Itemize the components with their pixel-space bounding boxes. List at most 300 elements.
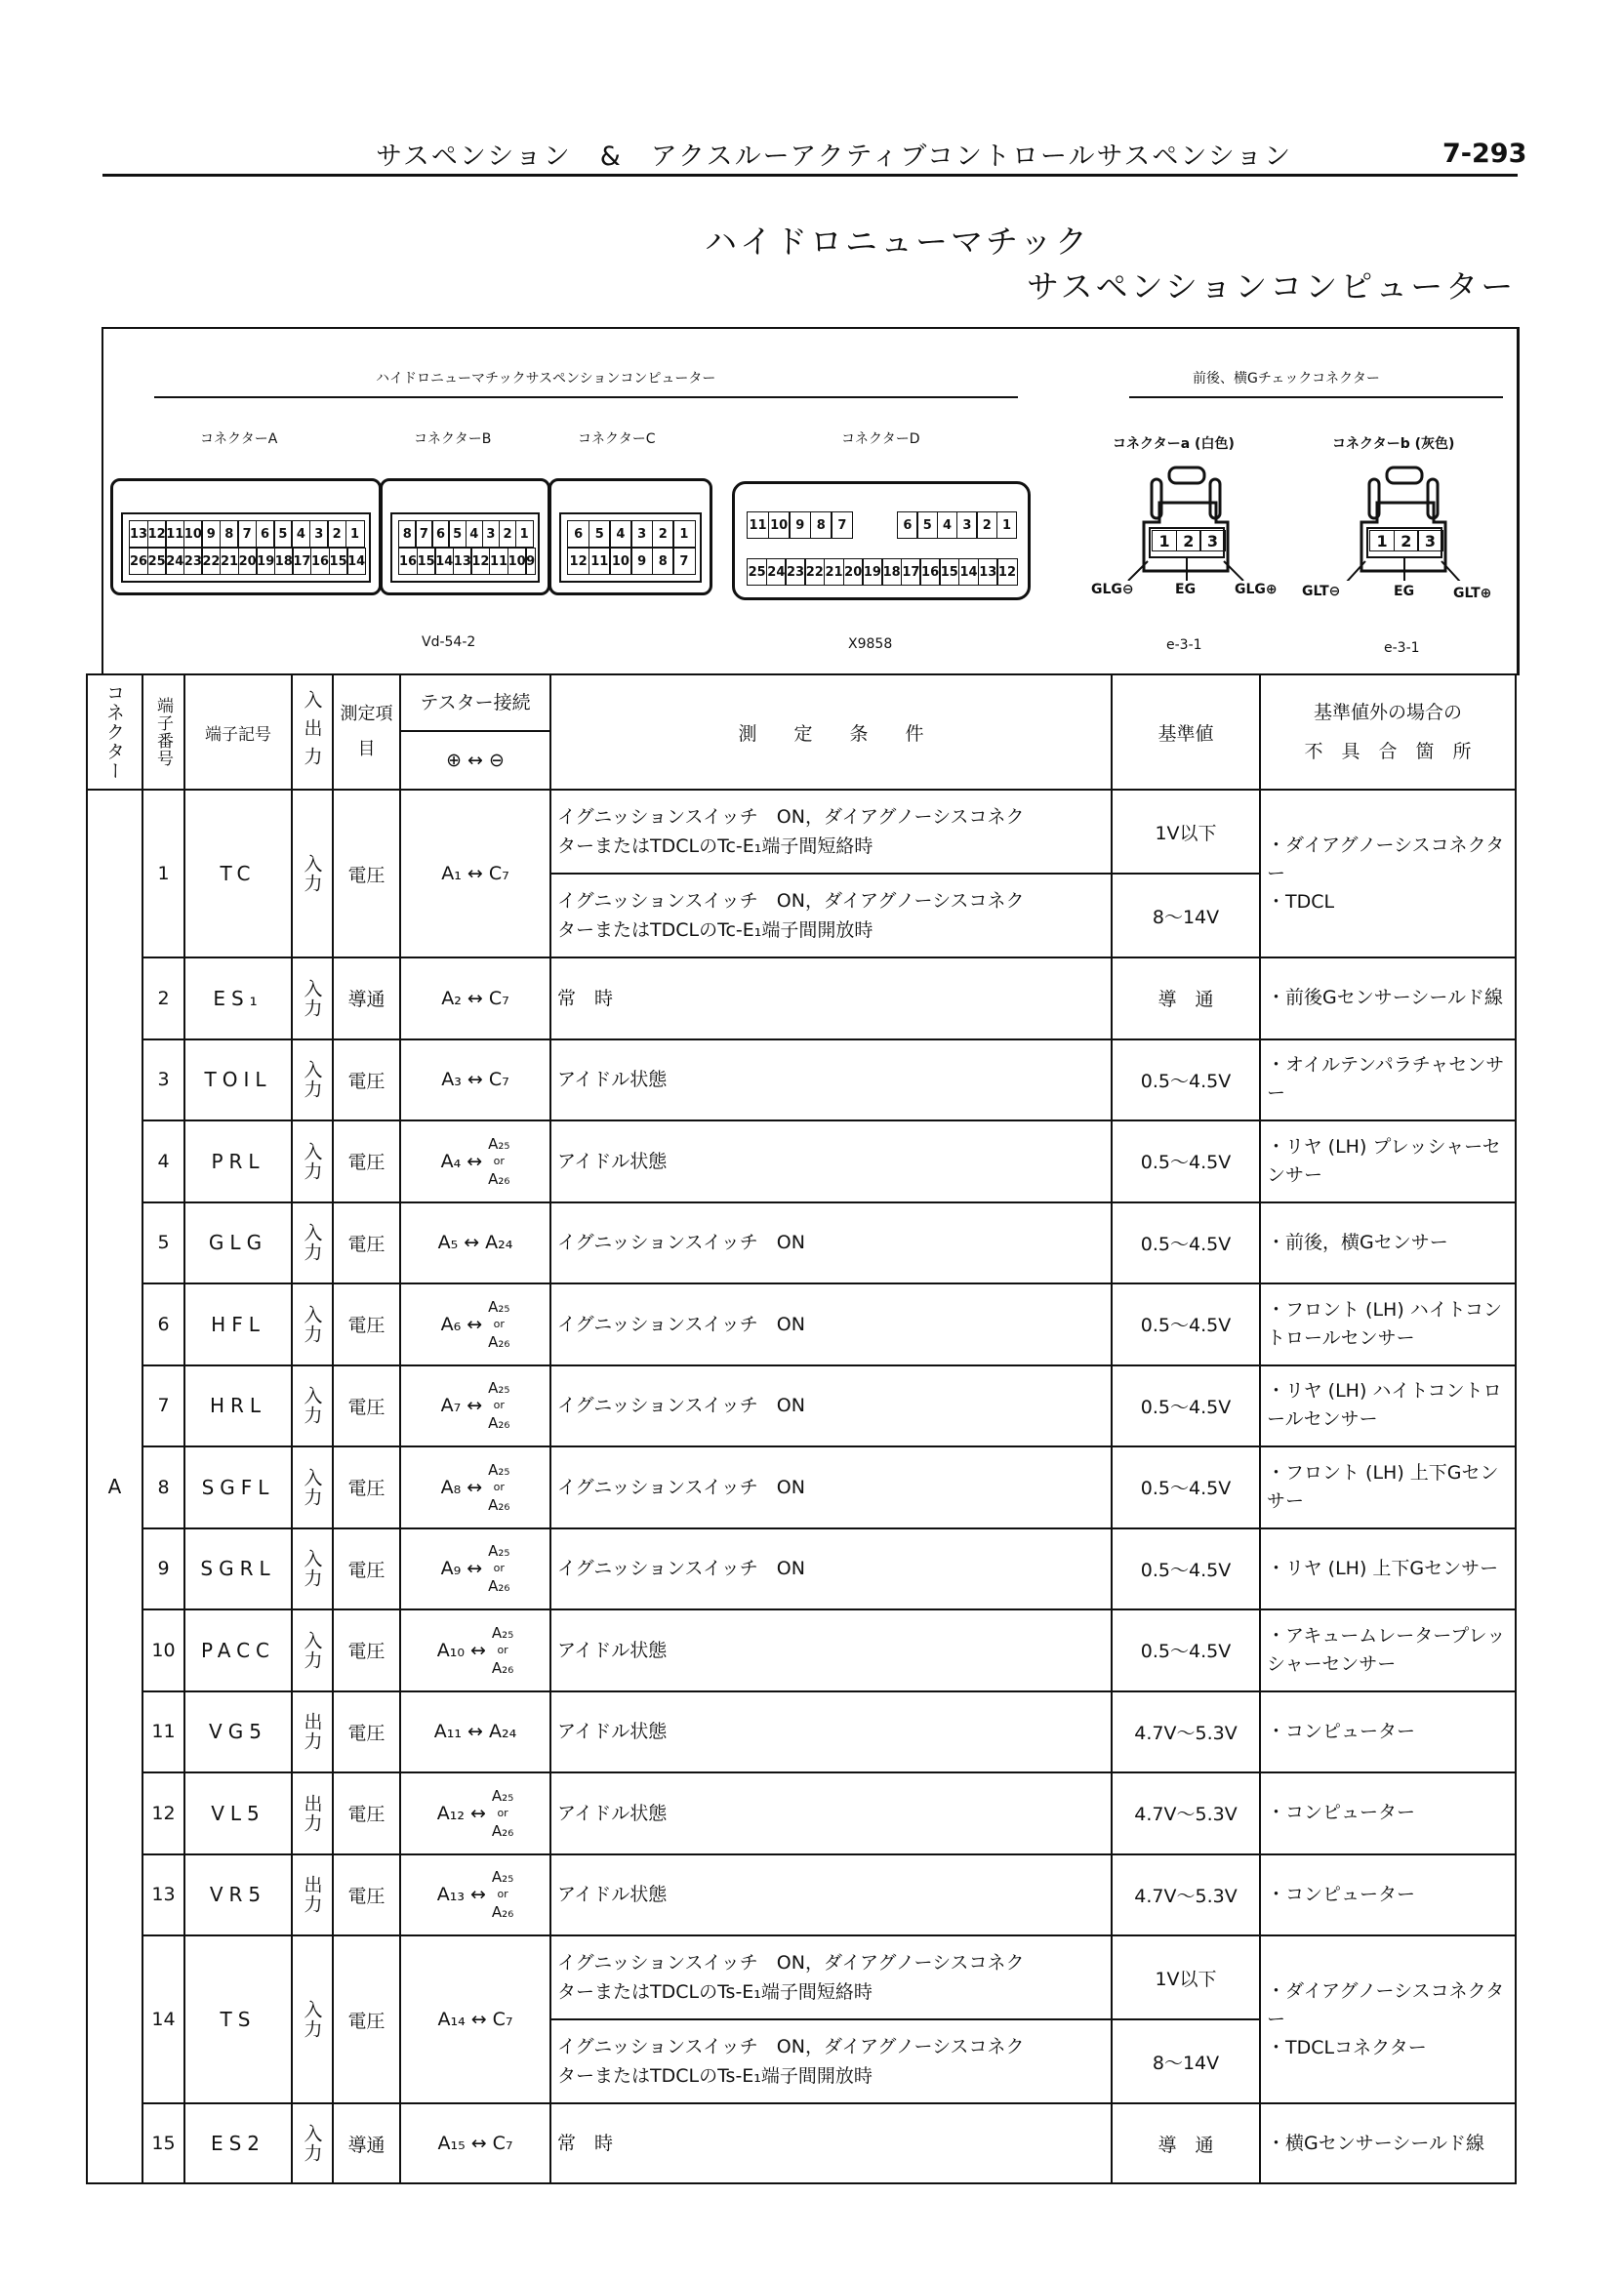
check-connector-a-label: コネクターa (白色) — [1113, 436, 1235, 452]
check-b-right-label: GLT⊕ — [1453, 586, 1492, 601]
page-title-line2: サスペンションコンピューター — [1027, 267, 1517, 305]
terminal-no: 12 — [142, 1772, 184, 1854]
measure-condition: イグニッションスイッチ ON，ダイアグノーシスコネク ターまたはTDCLのTc-E₁端子間開放時 — [550, 874, 1112, 957]
tester-to-option: or — [497, 1643, 508, 1656]
measure-condition: イグニッションスイッチ ON，ダイアグノーシスコネク ターまたはTDCLのTs-E₁端子間開放時 — [550, 2019, 1112, 2103]
table-row — [87, 1854, 1516, 1936]
measure-condition: アイドル状態 — [550, 1120, 1112, 1202]
tester-to-option: A₂₅ — [488, 1297, 510, 1316]
tester-from: A₃ — [441, 1069, 462, 1091]
measure-item: 電圧 — [333, 1854, 400, 1936]
io-type-label: 入力 — [301, 2124, 323, 2163]
table-row — [87, 2103, 1516, 2183]
pin-number: 1 — [1369, 530, 1395, 551]
trouble-item: ・リヤ (LH) 上下Gセンサー — [1267, 1557, 1499, 1579]
standard-value: 0.5～4.5V — [1112, 1120, 1260, 1202]
table-row — [87, 1691, 1516, 1773]
arrow-both-icon: ↔ — [467, 863, 483, 884]
io-type-label: 入力 — [301, 1304, 323, 1344]
connector-a-label: コネクターA — [200, 431, 278, 447]
measure-item: 電圧 — [333, 1935, 400, 2103]
trouble-item: ・アキュームレータープレッシャーセンサー — [1267, 1624, 1506, 1675]
measure-condition: アイドル状態 — [550, 1039, 1112, 1121]
check-a-right-label: GLG⊕ — [1235, 582, 1278, 597]
header-standard: 基準値 — [1112, 674, 1260, 790]
tester-to-option: A₂₅ — [488, 1542, 510, 1561]
pin-number: 16 — [398, 548, 418, 575]
io-type — [292, 1120, 333, 1202]
trouble-item: ・前後Gセンサーシールド線 — [1267, 987, 1503, 1009]
table-row — [87, 790, 1516, 874]
measure-condition: 常 時 — [550, 2103, 1112, 2183]
tester-from: A₅ — [437, 1232, 459, 1254]
tester-to-option: A₂₆ — [488, 1414, 510, 1433]
pin-number: 15 — [329, 548, 348, 575]
tester-to-options — [492, 1624, 513, 1677]
io-type — [292, 1609, 333, 1691]
arrow-both-icon: ↔ — [467, 987, 483, 1009]
standard-value: 8～14V — [1112, 2019, 1260, 2103]
measure-condition: イグニッションスイッチ ON — [550, 1283, 1112, 1365]
pin-number: 22 — [804, 558, 825, 586]
pin-number: 21 — [824, 558, 844, 586]
measure-condition: イグニッションスイッチ ON — [550, 1446, 1112, 1528]
terminal-symbol: VL5 — [184, 1772, 292, 1854]
standard-value: 0.5～4.5V — [1112, 1365, 1260, 1447]
tester-connection-value — [407, 1721, 544, 1742]
pin-number: 6 — [431, 520, 450, 548]
tester-to-option: A₂₅ — [491, 1868, 514, 1887]
pin-number: 2 — [976, 511, 997, 539]
measure-item: 電圧 — [333, 1528, 400, 1610]
tester-to-option: A₂₅ — [488, 1460, 510, 1479]
standard-value: 0.5～4.5V — [1112, 1446, 1260, 1528]
connector-d-code: X9858 — [848, 636, 893, 652]
trouble-location — [1260, 1772, 1516, 1854]
header-terminal-no: 端子番号 — [153, 697, 173, 767]
pin-number: 12 — [470, 548, 490, 575]
tester-to-options — [488, 1135, 509, 1188]
pin-number: 4 — [937, 511, 958, 539]
terminal-symbol: TC — [184, 790, 292, 957]
tester-to-option: A₂₅ — [491, 1786, 514, 1805]
pin-number: 6 — [567, 520, 589, 548]
terminal-no: 8 — [142, 1446, 184, 1528]
tester-connection — [400, 1202, 550, 1284]
pin-number: 3 — [1417, 530, 1442, 551]
terminal-no: 11 — [142, 1691, 184, 1773]
check-a-mid-label: EG — [1175, 582, 1197, 597]
table-row — [87, 1772, 1516, 1854]
trouble-location — [1260, 1691, 1516, 1773]
tester-to-option: or — [497, 1888, 508, 1901]
measure-condition: イグニッションスイッチ ON — [550, 1365, 1112, 1447]
trouble-location — [1260, 2103, 1516, 2183]
connector-c-diagram — [548, 478, 712, 595]
measure-condition: 常 時 — [550, 957, 1112, 1039]
io-type-label: 出力 — [301, 1793, 323, 1833]
arrow-both-icon: ↔ — [467, 1476, 483, 1498]
standard-value: 0.5～4.5V — [1112, 1283, 1260, 1365]
pin-number: 15 — [939, 558, 959, 586]
terminal-symbol: ES₁ — [184, 957, 292, 1039]
pin-number: 12 — [147, 520, 167, 548]
arrow-both-icon: ↔ — [470, 2133, 487, 2154]
measure-condition: イグニッションスイッチ ON，ダイアグノーシスコネク ターまたはTDCLのTs-E₁端子間短絡時 — [550, 1935, 1112, 2019]
header-condition: 測 定 条 件 — [550, 674, 1112, 790]
measure-condition: アイドル状態 — [550, 1691, 1112, 1773]
tester-connection-value — [407, 1868, 544, 1921]
pin-number: 7 — [237, 520, 257, 548]
check-b-left-label: GLT⊖ — [1302, 584, 1341, 599]
pin-number: 20 — [843, 558, 864, 586]
pin-number: 14 — [434, 548, 454, 575]
io-type — [292, 1283, 333, 1365]
pin-number: 3 — [1199, 530, 1225, 551]
pin-number: 2 — [1176, 530, 1201, 551]
tester-connection-value — [407, 2133, 544, 2154]
pin-number: 12 — [996, 558, 1017, 586]
tester-from: A₂ — [441, 987, 462, 1009]
tester-to-option: or — [497, 1806, 508, 1819]
tester-from: A₈ — [440, 1476, 462, 1498]
measure-item: 電圧 — [333, 1283, 400, 1365]
io-type — [292, 1039, 333, 1121]
connector-b-label: コネクターB — [414, 431, 492, 447]
io-type — [292, 1365, 333, 1447]
measure-condition: イグニッションスイッチ ON — [550, 1528, 1112, 1610]
tester-to-options — [492, 1787, 513, 1840]
terminal-symbol: SGRL — [184, 1528, 292, 1610]
io-type — [292, 1854, 333, 1936]
io-type-label: 入力 — [301, 1060, 323, 1100]
header-tester: テスター接続 — [401, 675, 549, 732]
terminal-symbol: GLG — [184, 1202, 292, 1284]
arrow-both-icon: ↔ — [467, 1313, 483, 1335]
tester-to-option: or — [493, 1480, 505, 1493]
pin-number: 21 — [220, 548, 239, 575]
pin-number: 5 — [448, 520, 467, 548]
terminal-symbol: TOIL — [184, 1039, 292, 1121]
pin-number: 10 — [508, 548, 527, 575]
tester-connection-value — [407, 1624, 544, 1677]
tester-to-options — [488, 1542, 509, 1595]
page-title-line1: ハイドロニューマチック — [705, 223, 1091, 261]
trouble-location — [1260, 1202, 1516, 1284]
tester-connection — [400, 1120, 550, 1202]
io-type-label: 入力 — [301, 2000, 323, 2039]
table-row — [87, 1039, 1516, 1121]
connector-d-diagram — [732, 481, 1031, 600]
measure-item: 電圧 — [333, 790, 400, 957]
pin-number: 25 — [747, 558, 767, 586]
computer-title-rule — [154, 396, 1018, 398]
trouble-item: ・フロント (LH) 上下Gセンサー — [1267, 1461, 1499, 1512]
connector-b-diagram — [380, 478, 550, 595]
terminal-no: 3 — [142, 1039, 184, 1121]
tester-to: C₇ — [492, 2133, 513, 2154]
connector-abc-code: Vd-54-2 — [422, 634, 476, 650]
pin-number: 9 — [789, 511, 811, 539]
io-type — [292, 1935, 333, 2103]
pin-number: 6 — [897, 511, 918, 539]
tester-to-option: A₂₅ — [488, 1379, 510, 1398]
measure-item: 電圧 — [333, 1691, 400, 1773]
pin-number: 7 — [831, 511, 853, 539]
tester-to-options — [492, 1868, 513, 1921]
io-type — [292, 790, 333, 957]
check-connector-b-label: コネクターb (灰色) — [1332, 436, 1455, 452]
check-diagram-title: 前後、横Gチェックコネクター — [1193, 371, 1380, 387]
measure-condition: アイドル状態 — [550, 1854, 1112, 1936]
pin-number: 8 — [810, 511, 832, 539]
tester-from: A₁₅ — [437, 2133, 466, 2154]
pin-number: 18 — [274, 548, 294, 575]
tester-to-option: A₂₆ — [488, 1169, 510, 1188]
io-type — [292, 2103, 333, 2183]
pin-number: 3 — [309, 520, 329, 548]
tester-connection — [400, 1446, 550, 1528]
io-type-label: 出力 — [301, 1712, 323, 1752]
pin-number: 13 — [453, 548, 472, 575]
pin-number: 7 — [415, 520, 433, 548]
io-type — [292, 1202, 333, 1284]
tester-connection — [400, 1609, 550, 1691]
tester-from: A₇ — [440, 1395, 462, 1417]
tester-to-option: A₂₆ — [488, 1332, 510, 1351]
trouble-location — [1260, 1935, 1516, 2103]
pin-number: 12 — [567, 548, 589, 575]
standard-value: 4.7V～5.3V — [1112, 1691, 1260, 1773]
header-item: 測定項目 — [333, 674, 400, 790]
io-type-label: 入力 — [301, 978, 323, 1018]
check-title-rule — [1129, 396, 1503, 398]
header-rule — [102, 174, 1518, 177]
terminal-symbol: VR5 — [184, 1854, 292, 1936]
pin-number: 2 — [499, 520, 517, 548]
measure-condition: アイドル状態 — [550, 1772, 1112, 1854]
pin-number: 23 — [183, 548, 203, 575]
io-type-label: 入力 — [301, 1630, 323, 1670]
pin-number: 14 — [958, 558, 979, 586]
pin-number: 1 — [515, 520, 534, 548]
trouble-item: ・TDCLコネクター — [1267, 2036, 1427, 2058]
tester-from: A₁₃ — [436, 1884, 465, 1906]
terminal-no: 14 — [142, 1935, 184, 2103]
tester-connection-value — [407, 1069, 544, 1090]
standard-value: 0.5～4.5V — [1112, 1202, 1260, 1284]
arrow-both-icon: ↔ — [470, 1884, 486, 1906]
pin-number: 20 — [238, 548, 258, 575]
arrow-both-icon: ↔ — [467, 1721, 483, 1743]
io-type — [292, 1691, 333, 1773]
standard-value: 1V以下 — [1112, 1935, 1260, 2019]
tester-connection — [400, 1935, 550, 2103]
trouble-item: ・横Gセンサーシールド線 — [1267, 2132, 1484, 2154]
trouble-location — [1260, 1283, 1516, 1365]
table-row — [87, 1120, 1516, 1202]
computer-diagram-title: ハイドロニューマチックサスペンションコンピューター — [376, 371, 716, 387]
terminal-symbol: TS — [184, 1935, 292, 2103]
trouble-item: ・リヤ (LH) ハイトコントロールセンサー — [1267, 1380, 1502, 1431]
table-row — [87, 1365, 1516, 1447]
pin-number: 23 — [785, 558, 805, 586]
tester-to-option: A₂₅ — [488, 1134, 510, 1153]
pin-number: 5 — [589, 520, 611, 548]
trouble-item: ・TDCL — [1267, 890, 1335, 913]
pin-number: 10 — [609, 548, 631, 575]
pin-number: 19 — [256, 548, 275, 575]
io-type-label: 入力 — [301, 1467, 323, 1507]
trouble-location — [1260, 1365, 1516, 1447]
trouble-location — [1260, 1528, 1516, 1610]
page-number: 7-293 — [1442, 139, 1527, 169]
standard-value: 導 通 — [1112, 2103, 1260, 2183]
tester-to: C₇ — [488, 987, 509, 1009]
standard-value: 0.5～4.5V — [1112, 1528, 1260, 1610]
tester-connection — [400, 957, 550, 1039]
trouble-item: ・ダイアグノーシスコネクター — [1267, 834, 1505, 884]
pin-number: 4 — [466, 520, 484, 548]
pin-number: 4 — [609, 520, 631, 548]
tester-to: C₇ — [488, 1069, 509, 1091]
io-type — [292, 1772, 333, 1854]
table-row — [87, 1446, 1516, 1528]
tester-connection-value — [407, 863, 544, 884]
tester-to-options — [488, 1298, 509, 1351]
standard-value: 0.5～4.5V — [1112, 1039, 1260, 1121]
table-row — [87, 957, 1516, 1039]
check-a-code: e-3-1 — [1166, 637, 1202, 653]
measure-item: 電圧 — [333, 1609, 400, 1691]
tester-connection — [400, 2103, 550, 2183]
terminal-symbol: SGFL — [184, 1446, 292, 1528]
tester-to-option: A₂₆ — [488, 1495, 510, 1514]
terminal-symbol: VG5 — [184, 1691, 292, 1773]
measure-condition: アイドル状態 — [550, 1609, 1112, 1691]
header-terminal-symbol: 端子記号 — [184, 674, 292, 790]
tester-to-options — [488, 1461, 509, 1514]
pin-number: 16 — [310, 548, 330, 575]
tester-to-option: A₂₆ — [488, 1577, 510, 1596]
terminal-symbol: ES2 — [184, 2103, 292, 2183]
trouble-item: ・コンピューター — [1267, 1720, 1416, 1742]
terminal-no: 13 — [142, 1854, 184, 1936]
connector-d-label: コネクターD — [841, 431, 920, 447]
pin-number: 1 — [996, 511, 1018, 539]
pin-number: 11 — [489, 548, 508, 575]
terminal-no: 5 — [142, 1202, 184, 1284]
tester-to-options — [488, 1379, 509, 1432]
tester-to-option: or — [493, 1317, 505, 1330]
terminal-symbol: PACC — [184, 1609, 292, 1691]
pin-number: 3 — [956, 511, 978, 539]
trouble-item: ・前後，横Gセンサー — [1267, 1231, 1448, 1253]
table-row — [87, 1935, 1516, 2019]
check-connector-a-shape — [1122, 464, 1249, 581]
tester-connection — [400, 1283, 550, 1365]
terminal-no: 10 — [142, 1609, 184, 1691]
standard-value: 導 通 — [1112, 957, 1260, 1039]
tester-connection-value — [407, 988, 544, 1009]
tester-connection-value — [407, 2009, 544, 2030]
terminal-no: 7 — [142, 1365, 184, 1447]
tester-connection-value — [407, 1379, 544, 1432]
tester-to-option: or — [493, 1399, 505, 1412]
pin-number: 6 — [256, 520, 275, 548]
arrow-both-icon: ↔ — [467, 1150, 483, 1172]
arrow-both-icon: ↔ — [470, 1802, 486, 1824]
pin-number: 24 — [165, 548, 184, 575]
trouble-location — [1260, 1120, 1516, 1202]
tester-connection — [400, 1365, 550, 1447]
pin-number: 5 — [916, 511, 938, 539]
pin-number: 16 — [919, 558, 940, 586]
pin-number: 1 — [345, 520, 365, 548]
standard-value: 1V以下 — [1112, 790, 1260, 874]
pin-number: 7 — [672, 548, 695, 575]
check-b-code: e-3-1 — [1384, 640, 1420, 656]
pin-number: 14 — [346, 548, 366, 575]
tester-to-option: or — [493, 1562, 505, 1575]
arrow-both-icon: ↔ — [464, 1232, 480, 1254]
table-row — [87, 1528, 1516, 1610]
tester-from: A₁₀ — [436, 1639, 465, 1661]
tester-to-option: A₂₆ — [491, 1903, 514, 1922]
tester-from: A₁₁ — [433, 1721, 463, 1743]
connector-a-diagram — [110, 478, 382, 595]
arrow-both-icon: ↔ — [470, 1639, 486, 1661]
pin-number: 26 — [129, 548, 148, 575]
trouble-item: ・コンピューター — [1267, 1802, 1416, 1824]
connector-c-label: コネクターC — [578, 431, 656, 447]
pin-number: 13 — [978, 558, 998, 586]
tester-to: A₂₄ — [485, 1232, 513, 1254]
pin-number: 17 — [901, 558, 921, 586]
pin-number: 25 — [147, 548, 167, 575]
pin-number: 2 — [327, 520, 346, 548]
terminal-no: 1 — [142, 790, 184, 957]
header-trouble-line1: 基準値外の場合の — [1313, 702, 1462, 723]
pin-number: 3 — [482, 520, 501, 548]
io-type-label: 入力 — [301, 1223, 323, 1263]
tester-connection-value — [407, 1232, 544, 1253]
measure-item: 電圧 — [333, 1365, 400, 1447]
measure-item: 電圧 — [333, 1772, 400, 1854]
tester-to: C₇ — [492, 2009, 513, 2030]
pin-number: 2 — [652, 520, 674, 548]
pin-number: 9 — [630, 548, 653, 575]
tester-connection — [400, 1854, 550, 1936]
io-type-label: 出力 — [301, 1875, 323, 1915]
terminal-inspection-table — [86, 673, 1517, 2184]
trouble-location — [1260, 1609, 1516, 1691]
trouble-item: ・オイルテンパラチャセンサー — [1267, 1054, 1505, 1105]
pin-number: 8 — [220, 520, 239, 548]
check-connector-b-pins — [1369, 530, 1441, 551]
standard-value: 0.5～4.5V — [1112, 1609, 1260, 1691]
arrow-both-icon: ↔ — [467, 1069, 483, 1091]
terminal-no: 9 — [142, 1528, 184, 1610]
measure-item: 電圧 — [333, 1039, 400, 1121]
pin-number: 9 — [525, 548, 536, 575]
pin-number: 15 — [417, 548, 436, 575]
tester-connection-value — [407, 1542, 544, 1595]
table-header-row — [87, 674, 1516, 790]
table-row — [87, 1202, 1516, 1284]
pin-number: 24 — [766, 558, 787, 586]
tester-from: A₆ — [440, 1313, 462, 1335]
